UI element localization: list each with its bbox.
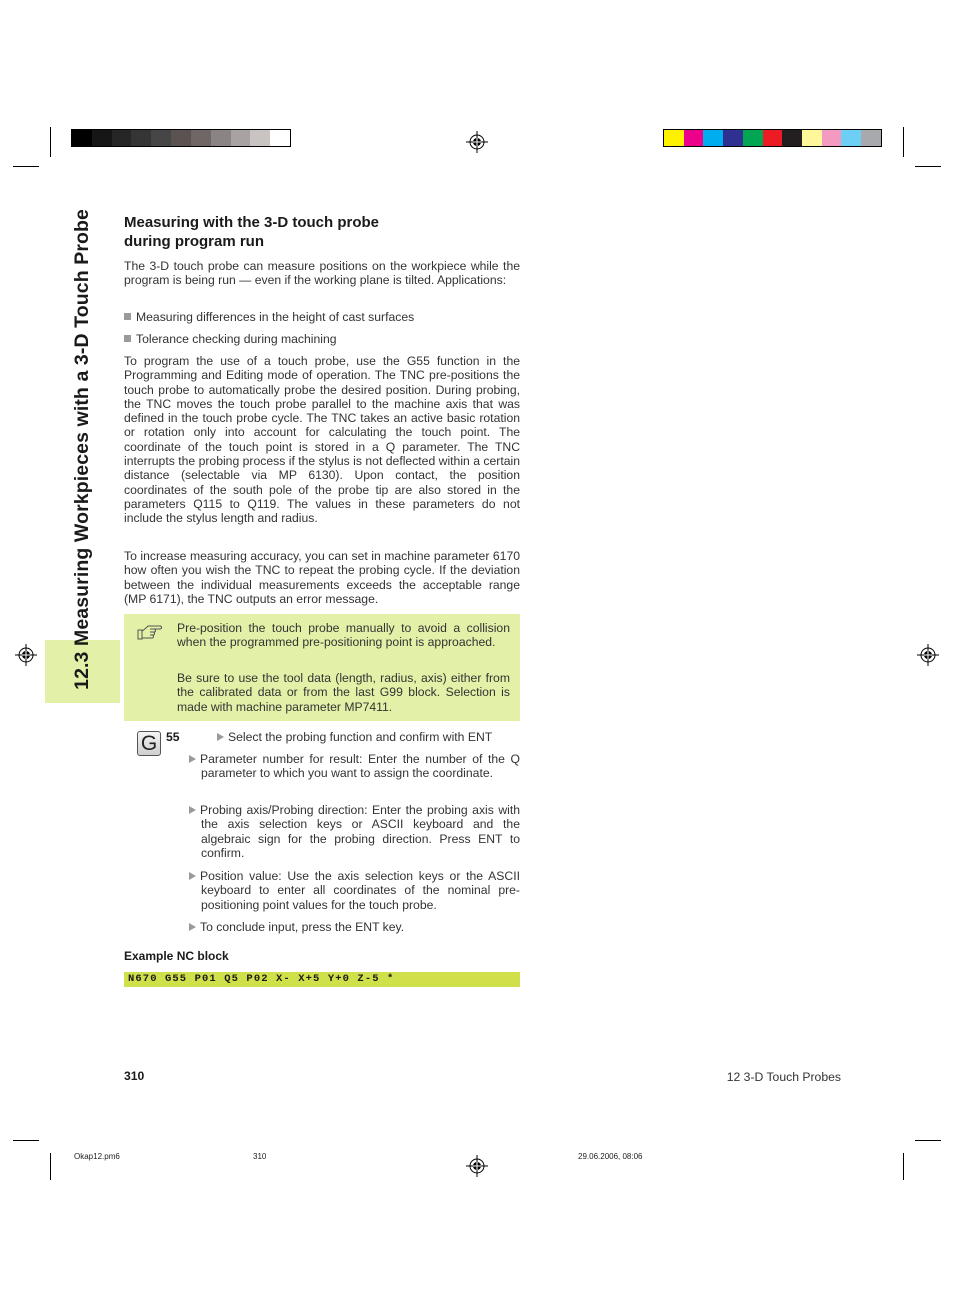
note-paragraph: Pre-position the touch probe manually to avoid a collision when the programmed pre-positioning point is approached.	[177, 621, 510, 650]
step-item	[217, 730, 520, 744]
arrow-right-icon	[189, 923, 196, 931]
color-swatch	[782, 130, 802, 146]
step-item	[189, 803, 520, 860]
page-number: 310	[124, 1069, 145, 1083]
registration-mark-icon	[917, 644, 939, 666]
step-item	[189, 869, 520, 912]
step-item	[189, 752, 520, 781]
body-paragraph: To program the use of a touch probe, use the G55 function in the Programming and Editing mode of operation. The TNC pre-positions the touch probe to automatically probe the desired position. During probing, the TNC moves the touch probe parallel to the machine axis that was defined in the touch probe cycle. The TNC takes an active basic rotation or rotation only into account for calculating the touch point. The coordinate of the touch point is stored in a Q parameter. The TNC interrupts the probing process if the stylus is not deflected within a certain distance (selectable via MP 6130). Upon contact, the position coordinates of the south pole of the probe tip are also stored in the parameters Q115 to Q119. The values in these parameters do not include the stylus length and radius.	[124, 354, 520, 526]
color-swatch	[703, 130, 723, 146]
color-swatch	[822, 130, 842, 146]
pointing-hand-icon	[136, 622, 164, 642]
color-swatch	[151, 130, 171, 146]
chapter-footer: 12 3-D Touch Probes	[726, 1070, 841, 1084]
note-paragraph: Be sure to use the tool data (length, radius, axis) either from the calibrated data or from the last G99 block. Selection is made with machine parameter MP7411.	[177, 671, 510, 714]
color-swatch	[131, 130, 151, 146]
step-item	[189, 920, 520, 934]
crop-mark	[13, 1140, 39, 1141]
crop-mark	[915, 166, 941, 167]
arrow-right-icon	[217, 733, 224, 741]
arrow-right-icon	[189, 872, 196, 880]
color-swatch	[191, 130, 211, 146]
note-box	[124, 614, 520, 721]
color-swatch	[684, 130, 704, 146]
grayscale-color-bar	[71, 129, 291, 147]
heading-line-1: Measuring with the 3-D touch probe	[124, 214, 380, 231]
bullet-text: Tolerance checking during machining	[136, 332, 337, 346]
step-text: Parameter number for result: Enter the number of the Q parameter to which you want to assign the coordinate.	[200, 752, 520, 781]
function-number: 55	[166, 730, 180, 744]
step-text: To conclude input, press the ENT key.	[200, 920, 405, 934]
crop-mark	[13, 166, 39, 167]
color-swatch	[270, 130, 290, 146]
list-item	[124, 332, 520, 346]
chapter-side-tab	[45, 209, 120, 703]
section-heading	[124, 213, 520, 251]
registration-mark-icon	[15, 644, 37, 666]
list-item	[124, 310, 520, 324]
registration-mark-icon	[466, 131, 488, 153]
step-text: Position value: Use the axis selection keys or the ASCII keyboard to enter all coordinates of the nominal pre-positioning point values for the touch probe.	[200, 869, 520, 912]
color-swatch	[72, 130, 92, 146]
arrow-right-icon	[189, 806, 196, 814]
slug-page: 310	[253, 1152, 267, 1161]
bullet-square-icon	[124, 313, 131, 320]
registration-mark-icon	[466, 1155, 488, 1177]
color-swatch	[171, 130, 191, 146]
color-swatch	[723, 130, 743, 146]
crop-mark	[50, 1153, 51, 1180]
example-label: Example NC block	[124, 949, 229, 963]
side-tab-title: 12.3 Measuring Workpieces with a 3-D Touch Probe	[71, 209, 93, 690]
crop-mark	[915, 1140, 941, 1141]
color-swatch	[112, 130, 132, 146]
process-color-bar	[663, 129, 882, 147]
intro-paragraph: The 3-D touch probe can measure positions on the workpiece while the program is being run — even if the working plane is tilted. Applications:	[124, 259, 520, 288]
crop-mark	[50, 127, 51, 157]
color-swatch	[211, 130, 231, 146]
key-letter: G	[140, 732, 158, 755]
body-paragraph: To increase measuring accuracy, you can set in machine parameter 6170 how often you wish the TNC to repeat the probing cycle. If the deviation between the individual measurements exceeds the acceptable range (MP 6171), the TNC outputs an error message.	[124, 549, 520, 606]
color-swatch	[763, 130, 783, 146]
nc-code-text: N670 G55 P01 Q5 P02 X- X+5 Y+0 Z-5 *	[128, 973, 395, 985]
crop-mark	[903, 127, 904, 157]
color-swatch	[743, 130, 763, 146]
step-text: Select the probing function and confirm with ENT	[228, 730, 493, 744]
heading-line-2: during program run	[124, 233, 264, 250]
crop-mark	[903, 1153, 904, 1180]
color-swatch	[802, 130, 822, 146]
bullet-square-icon	[124, 335, 131, 342]
color-swatch	[861, 130, 881, 146]
step-text: Probing axis/Probing direction: Enter the probing axis with the axis selection keys or ASCII keyboard and the algebraic sign for the probing direction. Press ENT to confirm.	[200, 803, 520, 860]
nc-code-block	[124, 972, 520, 987]
color-swatch	[664, 130, 684, 146]
color-swatch	[231, 130, 251, 146]
slug-file: Okap12.pm6	[74, 1152, 120, 1161]
color-swatch	[250, 130, 270, 146]
color-swatch	[841, 130, 861, 146]
g-key-icon	[137, 731, 161, 756]
color-swatch	[92, 130, 112, 146]
slug-datetime: 29.06.2006, 08:06	[578, 1152, 643, 1161]
bullet-text: Measuring differences in the height of cast surfaces	[136, 310, 415, 324]
arrow-right-icon	[189, 755, 196, 763]
